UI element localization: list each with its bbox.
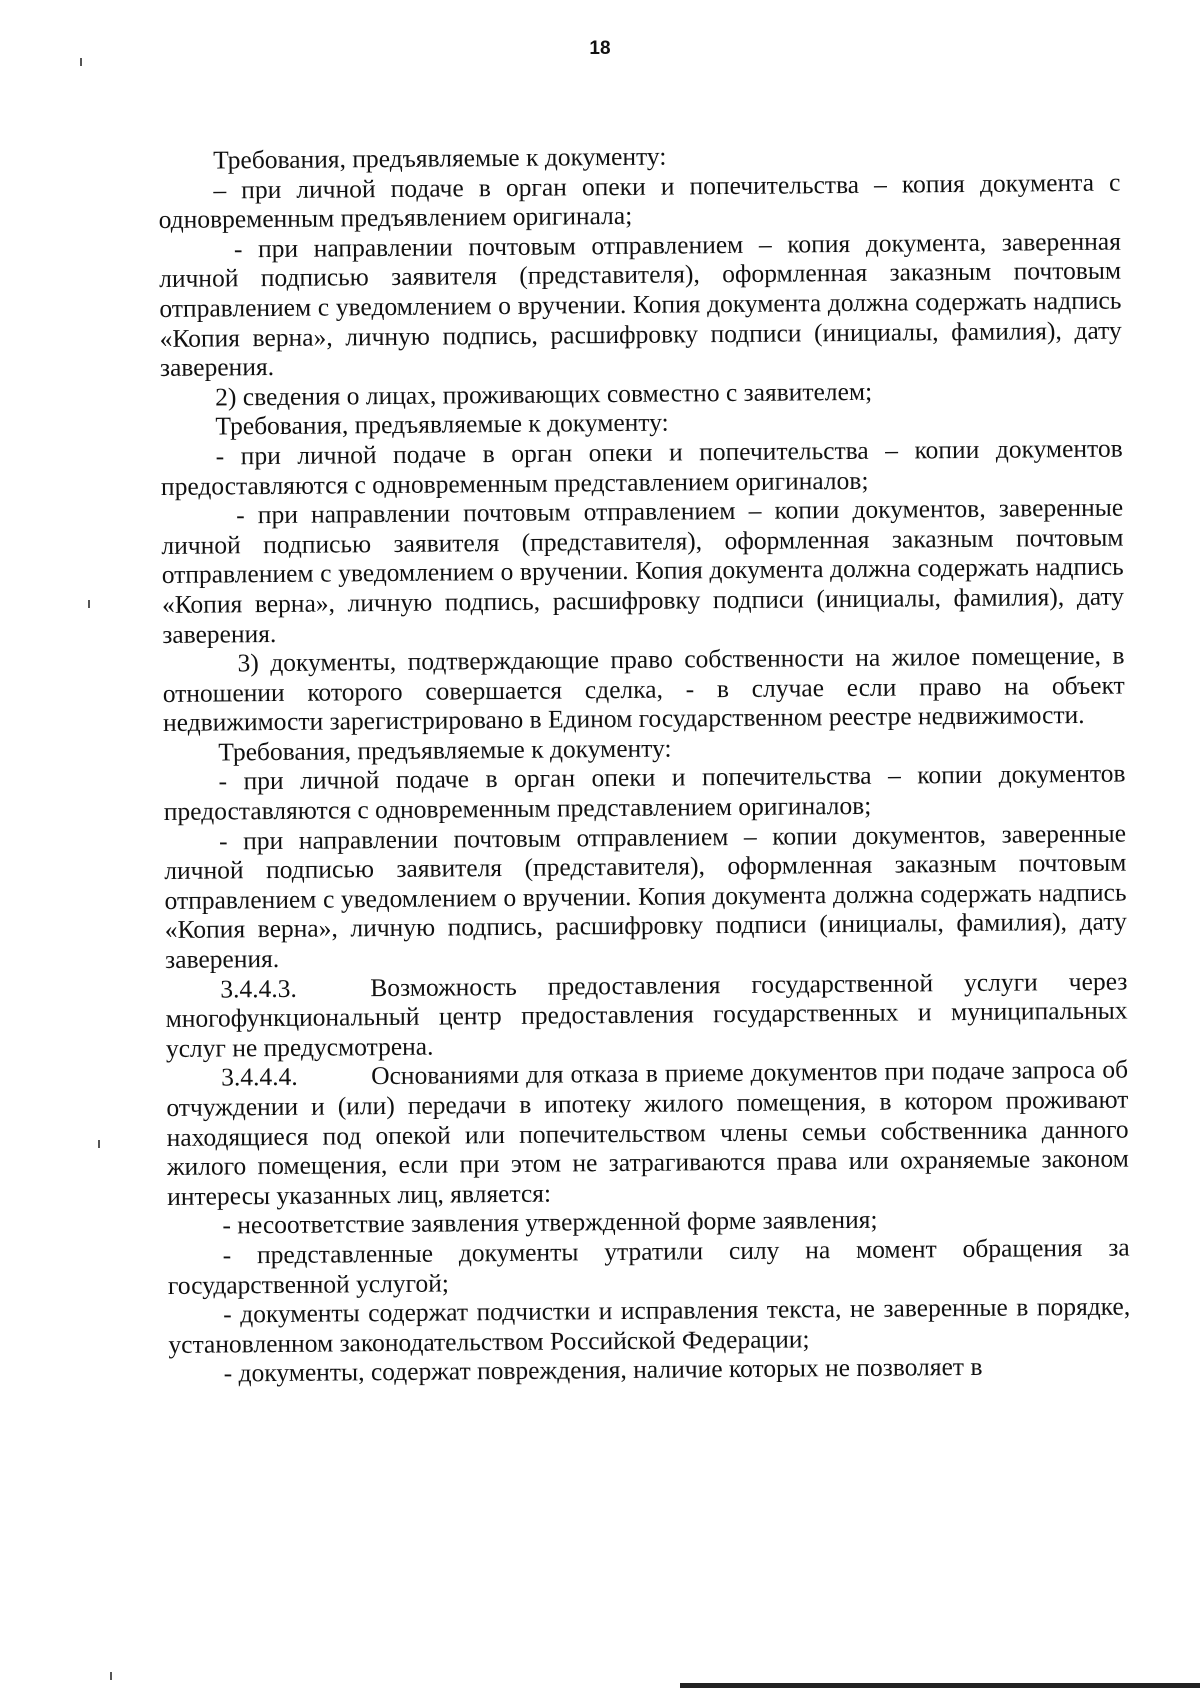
section-text: Возможность предоставления государственной услуги через многофункциональный центр предоставления государственных и муниципальных услуг не предусмотрена. — [165, 966, 1128, 1063]
requirement-postal-submission: - при направлении почтовым отправлением – копия документа, заверенная личной подписью заявителя (представителя), оформленная заказным почтовым отправлением с уведомлением о вручении. Копия документа должна содержать надпись «Копия верна», личную подпись, расшифровку подписи (инициалы, фамилия), дату заверения. — [159, 226, 1122, 383]
page-number: 18 — [589, 38, 611, 59]
scan-artifact — [98, 1140, 100, 1148]
requirement-personal-submission: - при личной подаче в орган опеки и попечительства – копии документов предоставляются с одновременным представлением оригиналов; — [163, 759, 1126, 827]
refusal-ground-item: - документы содержат подчистки и исправления текста, не заверенные в порядке, установленном законодательством Российской Федерации; — [168, 1291, 1131, 1359]
section-text: Основаниями для отказа в приеме документов при подаче запроса об отчуждении и (или) передачи в ипотеку жилого помещения, в котором проживают находящиеся под опекой или попечительством члены семьи собственника данного жилого помещения, если при этом не затрагиваются права или охраняемые законом интересы указанных лиц, является: — [166, 1054, 1129, 1211]
section-3-4-4-4 — [166, 1055, 1129, 1211]
requirement-personal-submission: – при личной подаче в орган опеки и попечительства – копия документа с одновременным предъявлением оригинала; — [158, 167, 1121, 235]
scan-artifact — [88, 600, 90, 608]
section-number: 3.4.4.3. — [220, 973, 297, 1004]
requirements-heading: Требования, предъявляемые к документу: — [218, 733, 672, 767]
requirements-heading: Требования, предъявляемые к документу: — [215, 407, 669, 441]
section-3-4-4-3 — [165, 966, 1128, 1063]
refusal-ground-item: - представленные документы утратили силу на момент обращения за государственной услугой; — [167, 1232, 1130, 1300]
requirement-postal-submission: - при направлении почтовым отправлением – копии документов, заверенные личной подписью заявителя (представителя), оформленная заказным почтовым отправлением с уведомлением о вручении. Копия документа должна содержать надпись «Копия верна», личную подпись, расшифровку подписи (инициалы, фамилия), дату заверения. — [161, 492, 1125, 649]
requirement-postal-submission: - при направлении почтовым отправлением – копии документов, заверенные личной подписью заявителя (представителя), оформленная заказным почтовым отправлением с уведомлением о вручении. Копия документа должна содержать надпись «Копия верна», личную подпись, расшифровку подписи (инициалы, фамилия), дату заверения. — [164, 818, 1127, 974]
document-body — [158, 138, 1131, 1389]
refusal-ground-item: - несоответствие заявления утвержденной форме заявления; — [222, 1205, 878, 1240]
scan-artifact — [80, 58, 82, 66]
scan-artifact — [110, 1672, 112, 1680]
scan-edge-line — [680, 1683, 1200, 1688]
refusal-ground-item: - документы, содержат повреждения, наличие которых не позволяет в — [223, 1352, 983, 1388]
item-3-ownership-documents: 3) документы, подтверждающие право собственности на жилое помещение, в отношении которого совершается сделка, - в случае если право на объект недвижимости зарегистрировано в Едином государственном реестре недвижимости. — [162, 640, 1125, 738]
requirement-personal-submission: - при личной подаче в орган опеки и попечительства – копии документов предоставляются с одновременным представлением оригиналов; — [160, 433, 1123, 501]
item-2-cohabitants-info: 2) сведения о лицах, проживающих совместно с заявителем; — [215, 376, 873, 412]
section-number: 3.4.4.4. — [221, 1062, 298, 1092]
requirements-heading: Требования, предъявляемые к документу: — [212, 141, 667, 175]
